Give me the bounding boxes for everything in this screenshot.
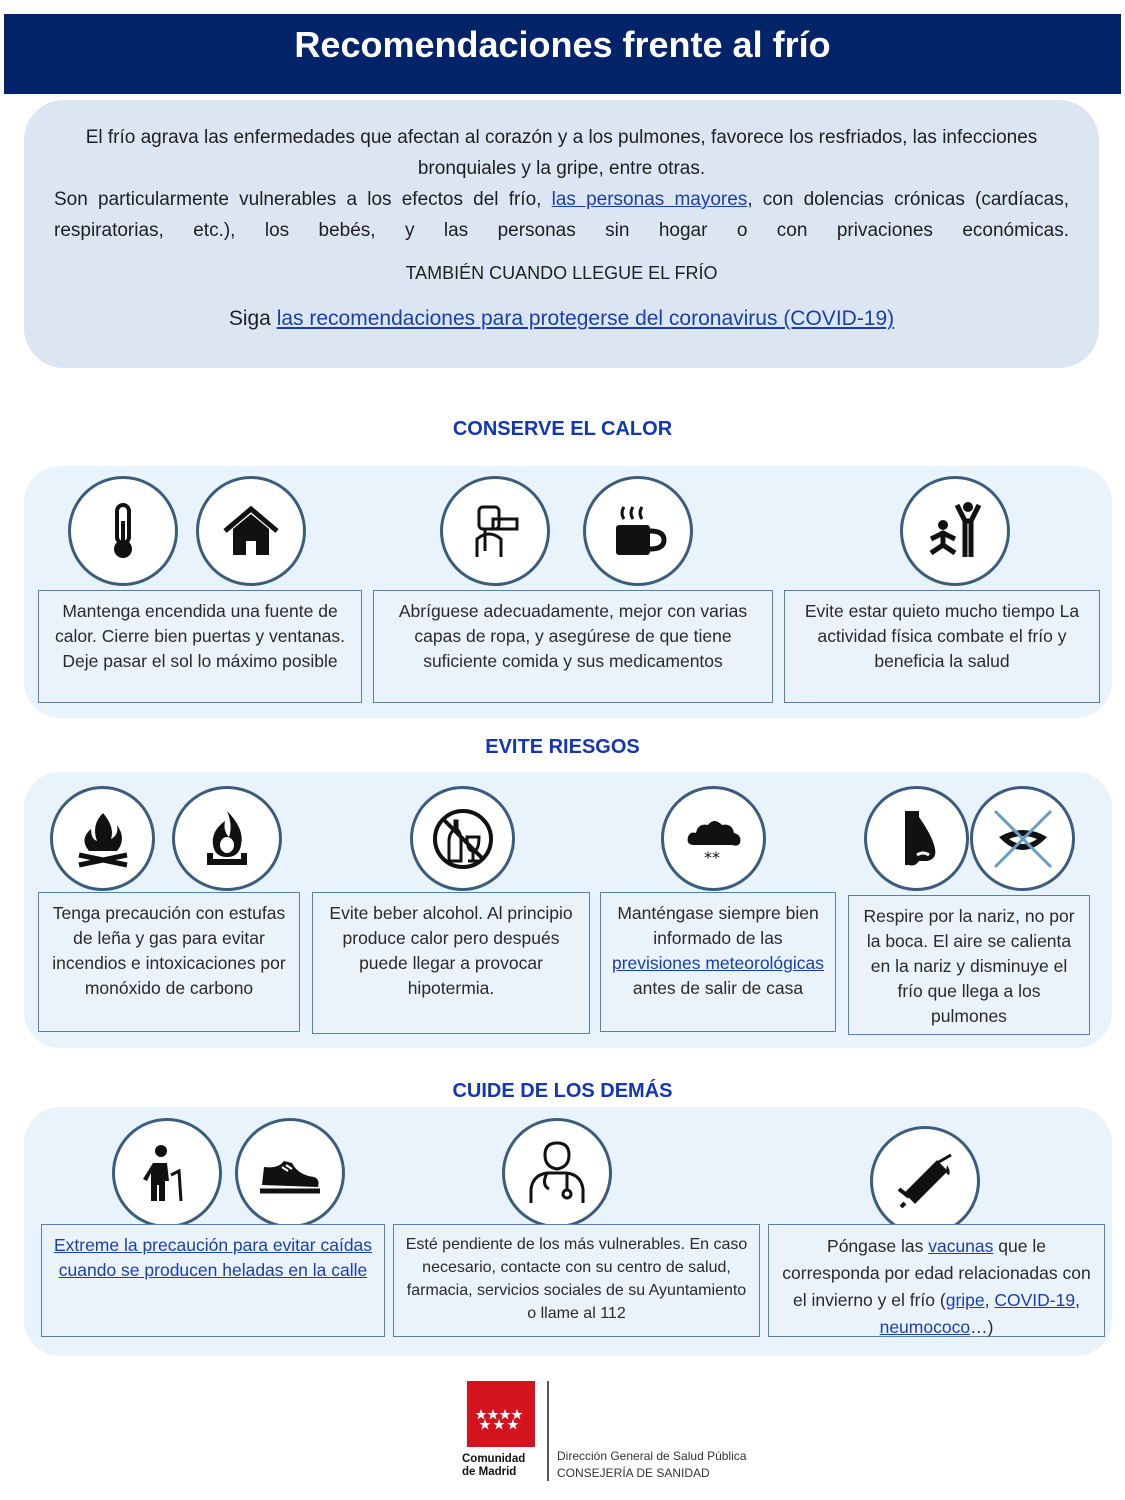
vaccines-link[interactable]: vacunas	[928, 1236, 994, 1256]
campfire-circle	[50, 786, 155, 891]
nose-icon	[885, 807, 949, 871]
logo-text	[462, 1453, 544, 1479]
weather-tip	[600, 892, 836, 1032]
vaccine-comma-1: ,	[984, 1290, 995, 1310]
house-circle	[196, 476, 306, 586]
svg-text:**: **	[703, 847, 720, 867]
vaccine-text-mid: que le corresponda por edad relacionadas con el invierno y el frío (	[782, 1236, 1091, 1310]
no-alcohol-icon	[431, 807, 495, 871]
page-title: Recomendaciones frente al frío	[294, 24, 831, 65]
logo-line-1: Comunidad	[462, 1453, 526, 1465]
vulnerable-tip: Esté pendiente de los más vulnerables. En caso necesario, contacte con su centro de salud, farmacia, servicios sociales de su Ayuntamiento o llame al 112	[393, 1224, 760, 1337]
no-mouth-breathing-icon	[991, 807, 1055, 871]
stove-tip: Tenga precaución con estufas de leña y gas para evitar incendios e intoxicaciones por monóxido de carbono	[38, 892, 300, 1032]
vaccine-text-end: …)	[970, 1317, 994, 1337]
winter-clothing-icon	[463, 499, 527, 563]
alcohol-tip: Evite beber alcohol. Al principio produce calor pero después puede llegar a provocar hipotermia.	[312, 892, 590, 1034]
department-text	[557, 1448, 746, 1482]
vaccine-syringe-icon	[893, 1149, 957, 1213]
activity-tip: Evite estar quieto mucho tiempo La actividad física combate el frío y beneficia la salud	[784, 590, 1100, 703]
elderly-circle	[112, 1118, 222, 1228]
elderly-link[interactable]: las personas mayores	[551, 189, 748, 210]
intro-paragraph-2	[54, 184, 1069, 246]
intro-text-before: Son particularmente vulnerables a los efectos del frío,	[54, 189, 552, 210]
intro-text-after: , con dolencias crónicas (cardíacas, respiratorias, etc.), los bebés, y las personas sin hogar o con privaciones económicas.	[54, 189, 1069, 241]
vaccine-comma-2: ,	[1075, 1290, 1080, 1310]
thermometer-circle	[68, 476, 178, 586]
covid-recommendations-link[interactable]: las recomendaciones para protegerse del coronavirus (COVID-19)	[276, 307, 895, 330]
clothing-tip: Abríguese adecuadamente, mejor con varias capas de ropa, y asegúrese de que tiene suficiente comida y sus medicamentos	[373, 590, 773, 703]
elderly-person-icon	[135, 1141, 199, 1205]
intro-paragraph-1: El frío agrava las enfermedades que afectan al corazón y a los pulmones, favorece los resfriados, las infecciones bronquiales y la gripe, entre otras.	[85, 127, 1038, 179]
pneumococcus-link[interactable]: neumococo	[879, 1317, 971, 1337]
vaccine-tip	[768, 1224, 1105, 1337]
intro-panel	[24, 100, 1099, 368]
department-line-2: CONSEJERÍA DE SANIDAD	[557, 1466, 710, 1480]
sneaker-circle	[235, 1118, 345, 1228]
gas-flame-icon	[195, 807, 259, 871]
section-title-care: CUIDE DE LOS DEMÁS	[452, 1080, 673, 1102]
covid19-link[interactable]: COVID-19	[994, 1290, 1076, 1310]
drink-circle	[583, 476, 693, 586]
hot-drink-icon	[606, 499, 670, 563]
heat-source-tip: Mantenga encendida una fuente de calor. Cierre bien puertas y ventanas. Deje pasar el sol lo máximo posible	[38, 590, 362, 703]
exercise-icon	[923, 499, 987, 563]
thermometer-icon	[91, 499, 155, 563]
mouth-circle	[970, 786, 1075, 891]
weather-text-after: antes de salir de casa	[632, 978, 804, 998]
logo-line-2: de Madrid	[462, 1466, 517, 1478]
campfire-icon	[71, 807, 135, 871]
exercise-circle	[900, 476, 1010, 586]
vaccine-text-before: Póngase las	[827, 1236, 929, 1256]
weather-text-before: Manténgase siempre bien informado de las	[617, 903, 819, 948]
snow-cloud-icon	[682, 807, 746, 871]
also-cold-heading: TAMBIÉN CUANDO LLEGUE EL FRÍO	[405, 263, 718, 283]
title-banner	[4, 14, 1121, 94]
falls-tip	[41, 1224, 385, 1337]
nose-circle	[864, 786, 969, 891]
department-line-1: Dirección General de Salud Pública	[557, 1449, 747, 1463]
sneaker-icon	[258, 1141, 322, 1205]
covid-recommendation	[54, 303, 1069, 334]
flu-link[interactable]: gripe	[945, 1290, 985, 1310]
gas-circle	[172, 786, 282, 891]
section-title-conserve: CONSERVE EL CALOR	[452, 418, 673, 440]
doctor-icon	[525, 1141, 589, 1205]
clothing-circle	[440, 476, 550, 586]
falls-link[interactable]: Extreme la precaución para evitar caídas cuando se producen heladas en la calle	[53, 1235, 373, 1280]
section-title-risks: EVITE RIESGOS	[485, 736, 640, 758]
weather-forecast-link[interactable]: previsiones meteorológicas	[611, 953, 825, 973]
footer-divider	[547, 1381, 549, 1481]
comunidad-madrid-logo	[467, 1381, 535, 1447]
alcohol-circle	[410, 786, 515, 891]
vaccine-circle	[870, 1126, 980, 1236]
covid-text: Siga	[228, 307, 277, 330]
house-icon	[219, 499, 283, 563]
doctor-circle	[502, 1118, 612, 1228]
weather-circle	[661, 786, 766, 891]
breathing-tip: Respire por la nariz, no por la boca. El aire se calienta en la nariz y disminuye el frío que llega a los pulmones	[848, 895, 1090, 1035]
stars-icon	[467, 1381, 535, 1447]
